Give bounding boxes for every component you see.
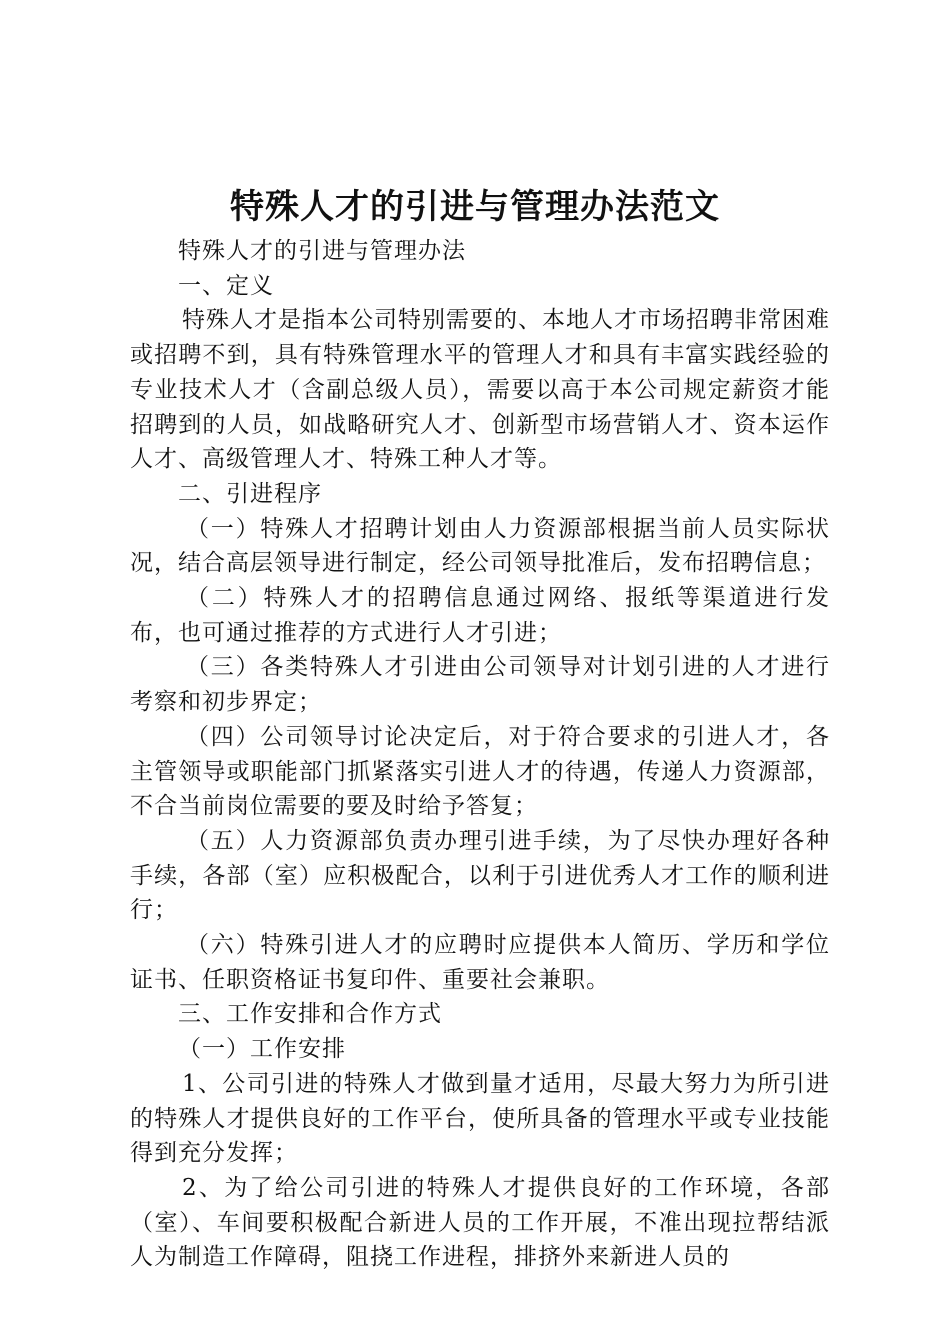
procedure-item-3: （三）各类特殊人才引进由公司领导对计划引进的人才进行考察和初步界定； [130,654,830,716]
subsection-heading-work-arrangement: （一）工作安排 [178,1036,346,1063]
arrangement-item-2: 2、为了给公司引进的特殊人才提供良好的工作环境，各部（室）、车间要积极配合新进人员的工作开展，不准出现拉帮结派人为制造工作障碍，阻挠工作进程，排挤外来新进人员的 [130,1174,830,1271]
subtitle-paragraph: 特殊人才的引进与管理办法 [178,238,466,264]
procedure-item-2: （二）特殊人才的招聘信息通过网络、报纸等渠道进行发布，也可通过推荐的方式进行人才引进； [130,585,830,646]
definition-paragraph: 特殊人才是指本公司特别需要的、本地人才市场招聘非常困难或招聘不到，具有特殊管理水平的管理人才和具有丰富实践经验的专业技术人才（含副总级人员），需要以高于本公司规定薪资才能招聘到的人员，如战略研究人才、创新型市场营销人才、资本运作人才、高级管理人才、特殊工种人才等。 [130,307,830,473]
procedure-item-1: （一）特殊人才招聘计划由人力资源部根据当前人员实际状况，结合高层领导进行制定，经公司领导批准后，发布招聘信息； [130,515,830,577]
arrangement-item-1: 1、公司引进的特殊人才做到量才适用，尽最大努力为所引进的特殊人才提供良好的工作平台，使所具备的管理水平或专业技能得到充分发挥； [130,1070,830,1167]
section-heading-definition: 一、定义 [178,272,274,299]
procedure-item-6: （六）特殊引进人才的应聘时应提供本人简历、学历和学位证书、任职资格证书复印件、重要社会兼职。 [130,932,830,993]
section-heading-work-arrangement: 三、工作安排和合作方式 [178,1001,442,1028]
document-body [130,234,830,1275]
document-title: 特殊人才的引进与管理办法范文 [230,187,720,227]
procedure-item-4: （四）公司领导讨论决定后，对于符合要求的引进人才，各主管领导或职能部门抓紧落实引进人才的待遇，传递人力资源部，不合当前岗位需要的要及时给予答复； [130,723,830,820]
section-heading-procedure: 二、引进程序 [178,480,322,507]
procedure-item-5: （五）人力资源部负责办理引进手续，为了尽快办理好各种手续，各部（室）应积极配合，以利于引进优秀人才工作的顺利进行； [130,827,830,924]
